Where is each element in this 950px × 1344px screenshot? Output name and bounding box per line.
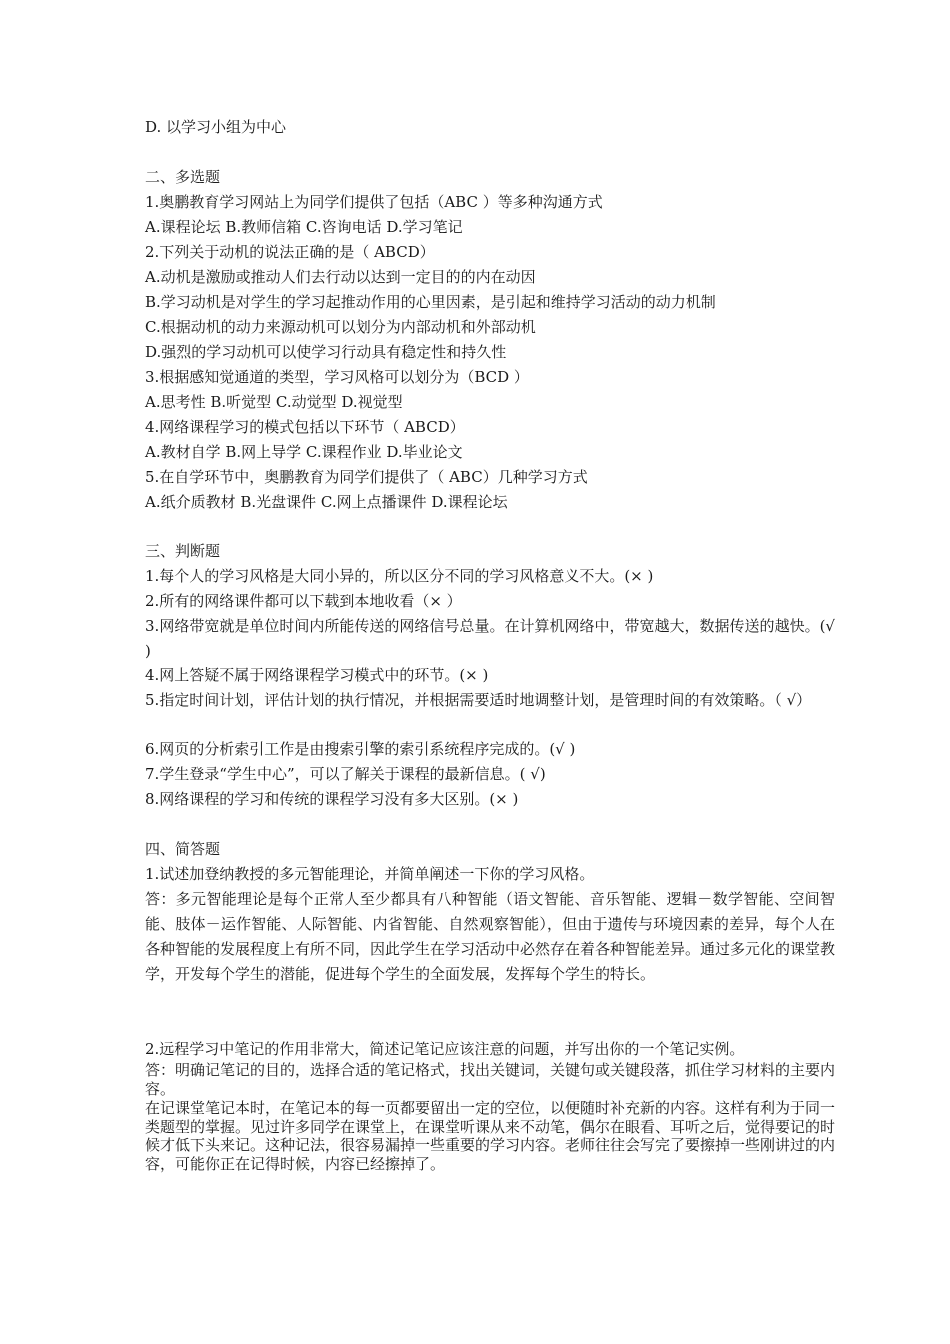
option-line: A.教材自学 B.网上导学 C.课程作业 D.毕业论文 <box>145 443 463 461</box>
true-false-item: 4.网上答疑不属于网络课程学习模式中的环节。(× ) <box>145 666 489 684</box>
question-line: 4.网络课程学习的模式包括以下环节（ ABCD） <box>145 418 465 436</box>
question-line: 1.奥鹏教育学习网站上为同学们提供了包括（ABC ）等多种沟通方式 <box>145 193 603 211</box>
section-heading-true-false: 三、判断题 <box>145 542 221 560</box>
option-line: A.动机是激励或推动人们去行动以达到一定目的的内在动因 <box>145 268 536 286</box>
short-answer-answer: 答：多元智能理论是每个正常人至少都具有八种智能（语文智能、音乐智能、逻辑－数学智能、空间智能、肢体－运作智能、人际智能、内省智能、自然观察智能），但由于遗传与环境因素的差异，每个人在各种智能的发展程度上有所不同，因此学生在学习活动中必然存在着各种智能差异。通过多元化的课堂教学，开发每个学生的潜能，促进每个学生的全面发展，发挥每个学生的特长。 <box>145 890 836 983</box>
option-line: D.强烈的学习动机可以使学习行动具有稳定性和持久性 <box>145 343 507 361</box>
short-answer-answer: 答：明确记笔记的目的，选择合适的笔记格式，找出关键词，关键句或关键段落，抓住学习材料的主要内容。 <box>145 1061 836 1098</box>
option-line: A.纸介质教材 B.光盘课件 C.网上点播课件 D.课程论坛 <box>145 493 508 511</box>
question-line: 2.下列关于动机的说法正确的是（ ABCD） <box>145 243 435 261</box>
option-line: A.课程论坛 B.教师信箱 C.咨询电话 D.学习笔记 <box>145 218 463 236</box>
section-heading-short-answer: 四、简答题 <box>145 840 221 858</box>
short-answer-answer-continued: 在记课堂笔记本时，在笔记本的每一页都要留出一定的空位，以便随时补充新的内容。这样有利为于同一类题型的掌握。见过许多同学在课堂上，在课堂听课从来不动笔，偶尔在眼看、耳听之后，觉得要记的时候才低下头来记。这种记法，很容易漏掉一些重要的学习内容。老师往往会写完了要擦掉一些刚讲过的内容，可能你正在记得时候，内容已经擦掉了。 <box>145 1099 836 1173</box>
true-false-item: 3.网络带宽就是单位时间内所能传送的网络信号总量。在计算机网络中，带宽越大，数据传送的越快。(√ ) <box>145 617 835 660</box>
true-false-item: 1.每个人的学习风格是大同小异的，所以区分不同的学习风格意义不大。(× ) <box>145 567 654 585</box>
true-false-item: 6.网页的分析索引工作是由搜索引擎的索引系统程序完成的。(√ ) <box>145 740 576 758</box>
option-line: B.学习动机是对学生的学习起推动作用的心里因素，是引起和维持学习活动的动力机制 <box>145 293 716 311</box>
section-heading-multiple-choice: 二、多选题 <box>145 168 221 186</box>
true-false-item: 5.指定时间计划，评估计划的执行情况，并根据需要适时地调整计划，是管理时间的有效策略。（ √） <box>145 691 812 709</box>
true-false-item: 2.所有的网络课件都可以下载到本地收看（× ） <box>145 592 462 610</box>
option-line: C.根据动机的动力来源动机可以划分为内部动机和外部动机 <box>145 318 536 336</box>
question-line: 3.根据感知觉通道的类型，学习风格可以划分为（BCD ） <box>145 368 529 386</box>
true-false-item: 7.学生登录“学生中心”，可以了解关于课程的最新信息。( √) <box>145 765 546 783</box>
question-line: 5.在自学环节中，奥鹏教育为同学们提供了（ ABC）几种学习方式 <box>145 468 588 486</box>
true-false-item: 8.网络课程的学习和传统的课程学习没有多大区别。(× ) <box>145 790 519 808</box>
option-line: A.思考性 B.听觉型 C.动觉型 D.视觉型 <box>145 393 403 411</box>
short-answer-question: 2.远程学习中笔记的作用非常大，简述记笔记应该注意的问题，并写出你的一个笔记实例。 <box>145 1040 745 1058</box>
option-d-line: D. 以学习小组为中心 <box>145 118 287 136</box>
short-answer-question: 1.试述加登纳教授的多元智能理论，并简单阐述一下你的学习风格。 <box>145 865 595 883</box>
